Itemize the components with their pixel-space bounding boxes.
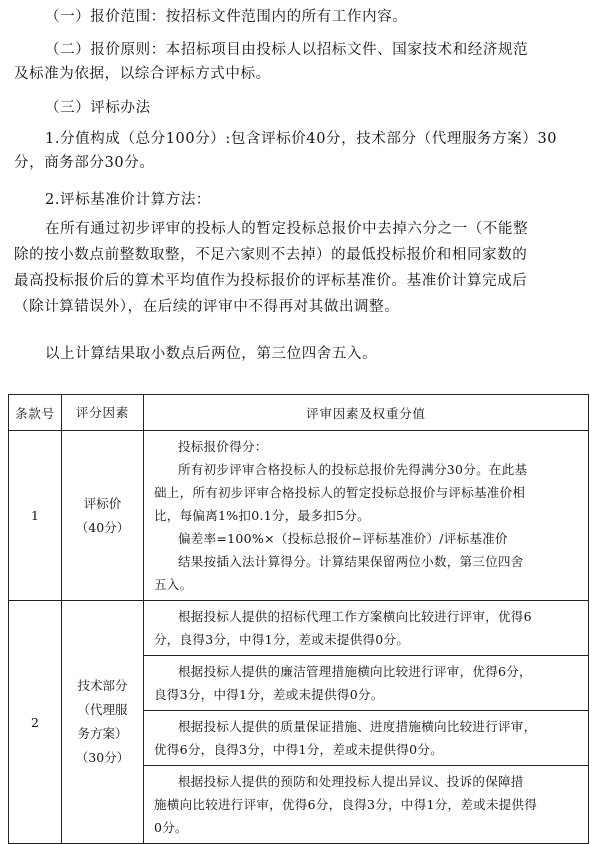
- para-rounding: [14, 342, 584, 366]
- clause-number: 2: [9, 601, 62, 844]
- criteria-item: [144, 711, 588, 766]
- factor-line: （代理服: [77, 702, 128, 717]
- para-line: 及标准为依据，以综合评标方式中标。: [14, 66, 271, 82]
- para-method-heading: [14, 96, 584, 120]
- criteria-line: 优得6分，良得3分，中得1分，差或未提供得0分。: [154, 742, 444, 757]
- criteria-line: 0分。: [154, 820, 188, 835]
- factor-line: （30分）: [75, 750, 130, 765]
- criteria-line: 比，每偏离1%扣0.1分，最多扣5分。: [154, 508, 370, 523]
- factor-line: 评标价: [83, 495, 122, 511]
- para-line: 在所有通过初步评审的投标人的暂定投标总报价中去掉六分之一（不能整: [45, 221, 529, 237]
- para-benchmark-body: [14, 216, 584, 320]
- criteria-line: 础上，所有初步评审合格投标人的暂定投标总报价与评标基准价相: [154, 485, 526, 500]
- para-line: （二）报价原则：本招标项目由投标人以招标文件、国家技术和经济规范: [45, 42, 529, 58]
- criteria-line: 五入。: [154, 577, 193, 592]
- para-line: 1.分值构成（总分100分）:包含评标价40分，技术部分（代理服务方案）30: [45, 131, 558, 147]
- criteria-line: 根据投标人提供的招标代理工作方案横向比较进行评审，优得6: [178, 609, 532, 624]
- para-scope: [14, 5, 584, 29]
- table-row: [9, 431, 589, 601]
- table-header-row: [9, 395, 589, 431]
- criteria-item: [144, 656, 588, 711]
- criteria-line: 结果按插入法计算得分。计算结果保留两位小数，第三位四舍: [178, 554, 524, 569]
- factor-line: 技术部分: [77, 678, 128, 693]
- criteria-line: 根据投标人提供的预防和处理投标人提出异议、投诉的保障措: [178, 774, 524, 789]
- table-row: [9, 601, 589, 844]
- criteria-line: 所有初步评审合格投标人的投标总报价先得满分30分。在此基: [178, 462, 528, 477]
- para-line: （三）评标办法: [45, 100, 151, 116]
- para-benchmark-heading: [14, 188, 584, 212]
- criteria-cell: [144, 601, 589, 844]
- criteria-item: [144, 601, 588, 656]
- header-criteria: 评审因素及权重分值: [144, 395, 589, 431]
- para-score-composition: [14, 127, 584, 175]
- criteria-cell: [144, 431, 589, 601]
- para-line: 以上计算结果取小数点后两位，第三位四舍五入。: [45, 346, 378, 362]
- criteria-line: 偏差率=100%×（投标总报价−评标基准价）/评标基准价: [178, 531, 508, 546]
- para-line: 除的按小数点前整数取整，不足六家则不去掉）的最低投标报价和相同家数的: [14, 247, 528, 263]
- criteria-item: [144, 766, 588, 843]
- para-line: 最高投标报价后的算术平均值作为投标报价的评标基准价。基准价计算完成后: [14, 273, 528, 289]
- para-line: 2.评标基准价计算方法：: [45, 192, 212, 208]
- factor-line: 务方案）: [77, 726, 128, 741]
- header-scoring-factor: 评分因素: [62, 395, 144, 431]
- para-principle: [14, 38, 584, 86]
- header-clause-number: 条款号: [9, 395, 62, 431]
- scoring-table: [8, 394, 589, 844]
- scoring-factor: [62, 431, 144, 601]
- clause-number: 1: [9, 431, 62, 601]
- criteria-line: 施横向比较进行评审，优得6分，良得3分，中得1分，差或未提供得: [154, 797, 538, 812]
- criteria-line: 根据投标人提供的质量保证措施、进度措施横向比较进行评审，: [178, 719, 537, 734]
- criteria-line: 良得3分，中得1分，差或未提供得0分。: [154, 687, 384, 702]
- factor-line: （40分）: [75, 519, 130, 535]
- para-line: （除计算错误外），在后续的评审中不得再对其做出调整。: [14, 299, 400, 315]
- criteria-line: 分，良得3分，中得1分，差或未提供得0分。: [154, 632, 410, 647]
- scoring-factor: [62, 601, 144, 844]
- criteria-line: 根据投标人提供的廉洁管理措施横向比较进行评审，优得6分，: [178, 664, 532, 679]
- criteria-line: 投标报价得分：: [178, 439, 268, 454]
- para-line: （一）报价范围：按招标文件范围内的所有工作内容。: [45, 9, 408, 25]
- para-line: 分，商务部分30分。: [14, 155, 155, 171]
